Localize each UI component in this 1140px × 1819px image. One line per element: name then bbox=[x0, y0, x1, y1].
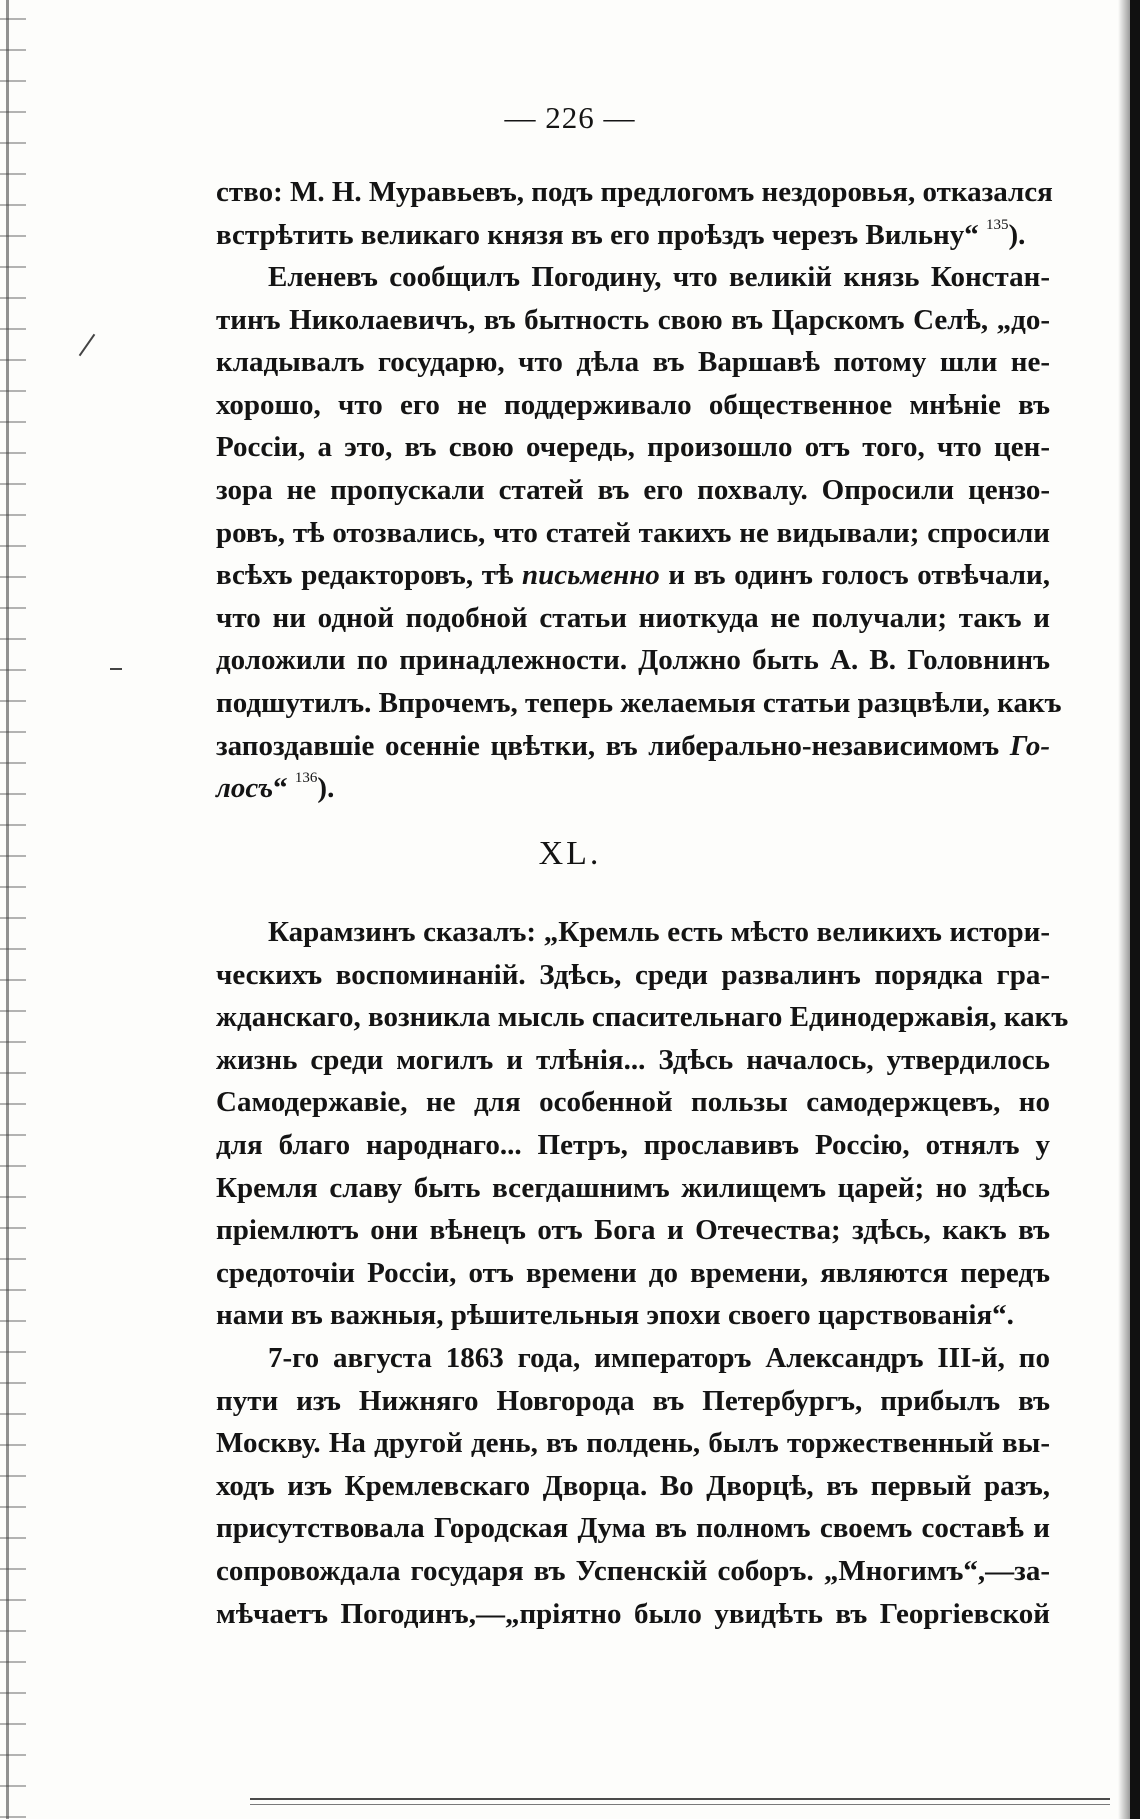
text-line: ство: М. Н. Муравьевъ, подъ предлогомъ нездоровья, отказался bbox=[216, 176, 1053, 208]
section-heading: XL. bbox=[538, 835, 602, 872]
scan-edge-bottom bbox=[250, 1798, 1110, 1805]
text-line: Карамзинъ сказалъ: „Кремль есть мѣсто великихъ истори- bbox=[268, 916, 1050, 948]
text-line: зора не пропускали статей въ его похвалу. Опросили цензо- bbox=[216, 473, 1050, 506]
text-line: 7-го августа 1863 года, императоръ Александръ III-й, по bbox=[268, 1342, 1050, 1374]
text-line: сопровождала государя въ Успенскій соборъ. „Многимъ“,—за- bbox=[216, 1554, 1050, 1587]
text-line: средоточіи Россіи, отъ времени до времени, являются передъ bbox=[216, 1256, 1050, 1289]
scan-edge-right bbox=[1130, 0, 1140, 1819]
text-line: тинъ Николаевичъ, въ бытность свою въ Царскомъ Селѣ, „до- bbox=[216, 303, 1050, 336]
text-line: доложили по принадлежности. Должно быть А. В. Головнинъ bbox=[216, 644, 1050, 677]
paragraph-continuation bbox=[216, 171, 1053, 256]
paragraph-august-1863 bbox=[216, 1337, 1050, 1635]
paragraph-karamzin bbox=[216, 911, 1069, 1337]
stray-mark bbox=[110, 668, 122, 670]
text-line: пути изъ Нижняго Новгорода въ Петербургъ, прибылъ въ bbox=[216, 1384, 1050, 1417]
text-line: Россіи, а это, въ свою очередь, произошло отъ того, что цен- bbox=[216, 431, 1050, 464]
text-line: присутствовала Городская Дума въ полномъ своемъ составѣ и bbox=[216, 1512, 1050, 1545]
text-line: запоздавшіе осенніе цвѣтки, въ либерально-независимомъ Го- bbox=[216, 729, 1050, 762]
scan-edge-left-line bbox=[6, 0, 9, 1819]
text-line: нами въ важныя, рѣшительныя эпохи своего царствованія“. bbox=[216, 1299, 1014, 1332]
text-line: Самодержавіе, не для особенной пользы самодержцевъ, но bbox=[216, 1086, 1050, 1119]
text-line: Москву. На другой день, въ полдень, былъ торжественный вы- bbox=[216, 1427, 1050, 1460]
scan-edge-left bbox=[0, 0, 26, 1819]
text-line: ходъ изъ Кремлевскаго Дворца. Во Дворцѣ, въ первый разъ, bbox=[216, 1469, 1050, 1502]
text-line: жданскаго, возникла мысль спасительнаго Единодержавія, какъ bbox=[216, 1001, 1069, 1034]
text-line: хорошо, что его не поддерживало общественное мнѣніе въ bbox=[216, 388, 1050, 421]
text-line: жизнь среди могилъ и тлѣнія... Здѣсь началось, утвердилось bbox=[216, 1043, 1050, 1076]
paragraph-elenev bbox=[216, 256, 1062, 810]
text-line: ровъ, тѣ отозвались, что статей такихъ не видывали; спросили bbox=[216, 516, 1050, 549]
text-line: мѣчаетъ Погодинъ,—„пріятно было увидѣть въ Георгіевской bbox=[216, 1597, 1050, 1630]
text-line: Кремля славу быть всегдашнимъ жилищемъ царей; но здѣсь bbox=[216, 1171, 1050, 1204]
text-line: Еленевъ сообщилъ Погодину, что великій князь Констан- bbox=[268, 261, 1050, 293]
text-line: ческихъ воспоминаній. Здѣсь, среди развалинъ порядка гра- bbox=[216, 958, 1050, 991]
text-line: что ни одной подобной статьи ниоткуда не получали; такъ и bbox=[216, 601, 1050, 634]
text-line: лосъ“ $^{136}$). bbox=[216, 770, 335, 805]
text-line: кладывалъ государю, что дѣла въ Варшавѣ потому шли не- bbox=[216, 346, 1050, 379]
text-line: подшутилъ. Впрочемъ, теперь желаемыя статьи разцвѣли, какъ bbox=[216, 686, 1062, 719]
stray-mark bbox=[79, 334, 96, 356]
text-line: пріемлютъ они вѣнецъ отъ Бога и Отечества; здѣсь, какъ въ bbox=[216, 1214, 1050, 1247]
text-line: для благо народнаго... Петръ, прославивъ Россію, отнялъ у bbox=[216, 1128, 1050, 1161]
scan-shadow-right bbox=[1118, 0, 1130, 1819]
text-line: встрѣтить великаго князя въ его проѣздъ черезъ Вильну“ $^{135}$). bbox=[216, 216, 1026, 251]
page-number: — 226 — bbox=[504, 100, 636, 135]
text-line: всѣхъ редакторовъ, тѣ письменно и въ одинъ голосъ отвѣчали, bbox=[216, 559, 1050, 592]
